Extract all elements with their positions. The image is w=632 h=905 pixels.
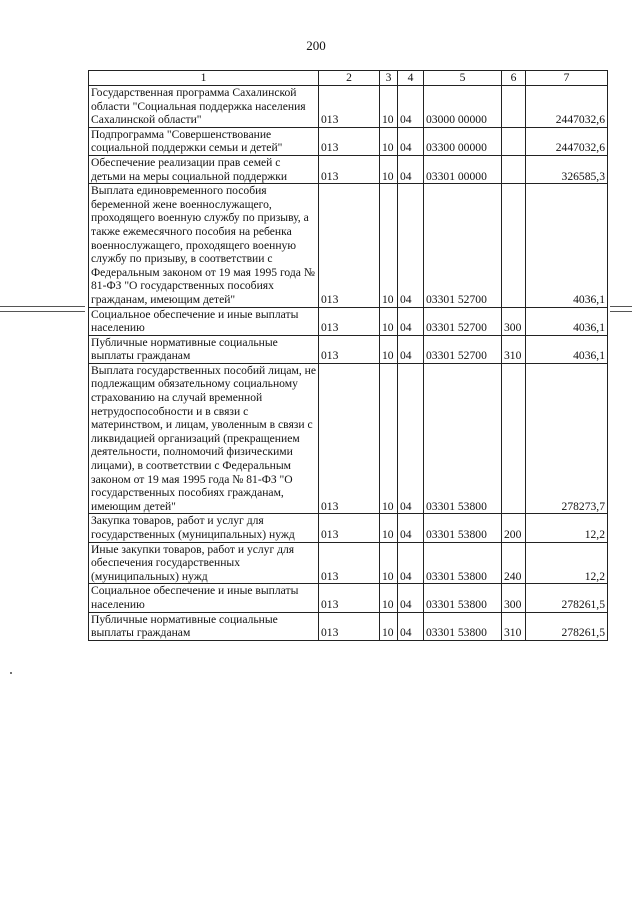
- ministry-code-cell: 013: [319, 584, 380, 612]
- target-article-cell: 03301 00000: [424, 155, 502, 183]
- amount-cell: 12,2: [526, 542, 608, 584]
- table-row: [89, 584, 608, 612]
- table-row: [89, 335, 608, 363]
- ministry-code-cell: 013: [319, 307, 380, 335]
- ministry-code-cell: 013: [319, 612, 380, 640]
- budget-table: [88, 70, 608, 641]
- ministry-code-cell: 013: [319, 127, 380, 155]
- amount-cell: 4036,1: [526, 184, 608, 307]
- section-code-cell: 10: [380, 307, 398, 335]
- expense-type-cell: [502, 155, 526, 183]
- target-article-cell: 03000 00000: [424, 86, 502, 128]
- subsection-code-cell: 04: [398, 307, 424, 335]
- amount-cell: 278261,5: [526, 584, 608, 612]
- subsection-code-cell: 04: [398, 612, 424, 640]
- subsection-code-cell: 04: [398, 363, 424, 514]
- ministry-code-cell: 013: [319, 335, 380, 363]
- amount-cell: 12,2: [526, 514, 608, 542]
- section-code-cell: 10: [380, 542, 398, 584]
- column-header: 7: [526, 71, 608, 86]
- scan-artifact-line: [610, 311, 632, 312]
- target-article-cell: 03301 53800: [424, 363, 502, 514]
- section-code-cell: 10: [380, 127, 398, 155]
- expense-type-cell: [502, 86, 526, 128]
- ministry-code-cell: 013: [319, 155, 380, 183]
- target-article-cell: 03301 52700: [424, 335, 502, 363]
- amount-cell: 278273,7: [526, 363, 608, 514]
- row-name-cell: Выплата единовременного пособия беременной жене военнослужащего, проходящего военную службу по призыву, а также ежемесячного пособия на ребенка военнослужащего, проходящего военную службу по призыву, в соответствии с Федеральным законом от 19 мая 1995 года № 81-ФЗ "О государственных пособиях гражданам, имеющим детей": [89, 184, 319, 307]
- ministry-code-cell: 013: [319, 184, 380, 307]
- section-code-cell: 10: [380, 612, 398, 640]
- section-code-cell: 10: [380, 584, 398, 612]
- row-name-cell: Закупка товаров, работ и услуг для государственных (муниципальных) нужд: [89, 514, 319, 542]
- section-code-cell: 10: [380, 335, 398, 363]
- target-article-cell: 03300 00000: [424, 127, 502, 155]
- table-row: [89, 363, 608, 514]
- scan-speck: [10, 672, 12, 674]
- row-name-cell: Иные закупки товаров, работ и услуг для обеспечения государственных (муниципальных) нужд: [89, 542, 319, 584]
- scan-artifact-line: [0, 311, 85, 312]
- section-code-cell: 10: [380, 155, 398, 183]
- table-row: [89, 514, 608, 542]
- table-row: [89, 542, 608, 584]
- expense-type-cell: [502, 363, 526, 514]
- target-article-cell: 03301 53800: [424, 612, 502, 640]
- table-header-row: [89, 71, 608, 86]
- subsection-code-cell: 04: [398, 584, 424, 612]
- target-article-cell: 03301 52700: [424, 184, 502, 307]
- amount-cell: 4036,1: [526, 335, 608, 363]
- column-header: 3: [380, 71, 398, 86]
- expense-type-cell: [502, 184, 526, 307]
- table-row: [89, 86, 608, 128]
- subsection-code-cell: 04: [398, 514, 424, 542]
- target-article-cell: 03301 53800: [424, 584, 502, 612]
- column-header: 4: [398, 71, 424, 86]
- ministry-code-cell: 013: [319, 86, 380, 128]
- row-name-cell: Социальное обеспечение и иные выплаты населению: [89, 307, 319, 335]
- amount-cell: 2447032,6: [526, 86, 608, 128]
- expense-type-cell: 310: [502, 612, 526, 640]
- expense-type-cell: 240: [502, 542, 526, 584]
- column-header: 6: [502, 71, 526, 86]
- expense-type-cell: 300: [502, 584, 526, 612]
- row-name-cell: Государственная программа Сахалинской области "Социальная поддержка населения Сахалинской области": [89, 86, 319, 128]
- expense-type-cell: [502, 127, 526, 155]
- row-name-cell: Подпрограмма "Совершенствование социальной поддержки семьи и детей": [89, 127, 319, 155]
- target-article-cell: 03301 53800: [424, 542, 502, 584]
- row-name-cell: Публичные нормативные социальные выплаты гражданам: [89, 335, 319, 363]
- row-name-cell: Социальное обеспечение и иные выплаты населению: [89, 584, 319, 612]
- column-header: 5: [424, 71, 502, 86]
- subsection-code-cell: 04: [398, 542, 424, 584]
- scan-artifact-line: [0, 306, 85, 307]
- amount-cell: 278261,5: [526, 612, 608, 640]
- expense-type-cell: 310: [502, 335, 526, 363]
- page-number: 200: [306, 38, 326, 53]
- table-row: [89, 612, 608, 640]
- column-header: 2: [319, 71, 380, 86]
- amount-cell: 326585,3: [526, 155, 608, 183]
- expense-type-cell: 200: [502, 514, 526, 542]
- row-name-cell: Выплата государственных пособий лицам, не подлежащим обязательному социальному страхованию на случай временной нетрудоспособности и в связи с материнством, и лицам, уволенным в связи с ликвидацией организаций (прекращением деятельности, полномочий физическими лицами), в соответствии с Федеральным законом от 19 мая 1995 года № 81-ФЗ "О государственных пособиях гражданам, имеющим детей": [89, 363, 319, 514]
- expense-type-cell: 300: [502, 307, 526, 335]
- amount-cell: 4036,1: [526, 307, 608, 335]
- target-article-cell: 03301 53800: [424, 514, 502, 542]
- subsection-code-cell: 04: [398, 335, 424, 363]
- amount-cell: 2447032,6: [526, 127, 608, 155]
- scan-artifact-line: [610, 306, 632, 307]
- target-article-cell: 03301 52700: [424, 307, 502, 335]
- table-row: [89, 155, 608, 183]
- table-row: [89, 184, 608, 307]
- subsection-code-cell: 04: [398, 155, 424, 183]
- ministry-code-cell: 013: [319, 542, 380, 584]
- row-name-cell: Публичные нормативные социальные выплаты гражданам: [89, 612, 319, 640]
- section-code-cell: 10: [380, 184, 398, 307]
- section-code-cell: 10: [380, 86, 398, 128]
- ministry-code-cell: 013: [319, 514, 380, 542]
- section-code-cell: 10: [380, 363, 398, 514]
- section-code-cell: 10: [380, 514, 398, 542]
- table-row: [89, 307, 608, 335]
- subsection-code-cell: 04: [398, 127, 424, 155]
- row-name-cell: Обеспечение реализации прав семей с детьми на меры социальной поддержки: [89, 155, 319, 183]
- subsection-code-cell: 04: [398, 86, 424, 128]
- subsection-code-cell: 04: [398, 184, 424, 307]
- column-header: 1: [89, 71, 319, 86]
- ministry-code-cell: 013: [319, 363, 380, 514]
- table-row: [89, 127, 608, 155]
